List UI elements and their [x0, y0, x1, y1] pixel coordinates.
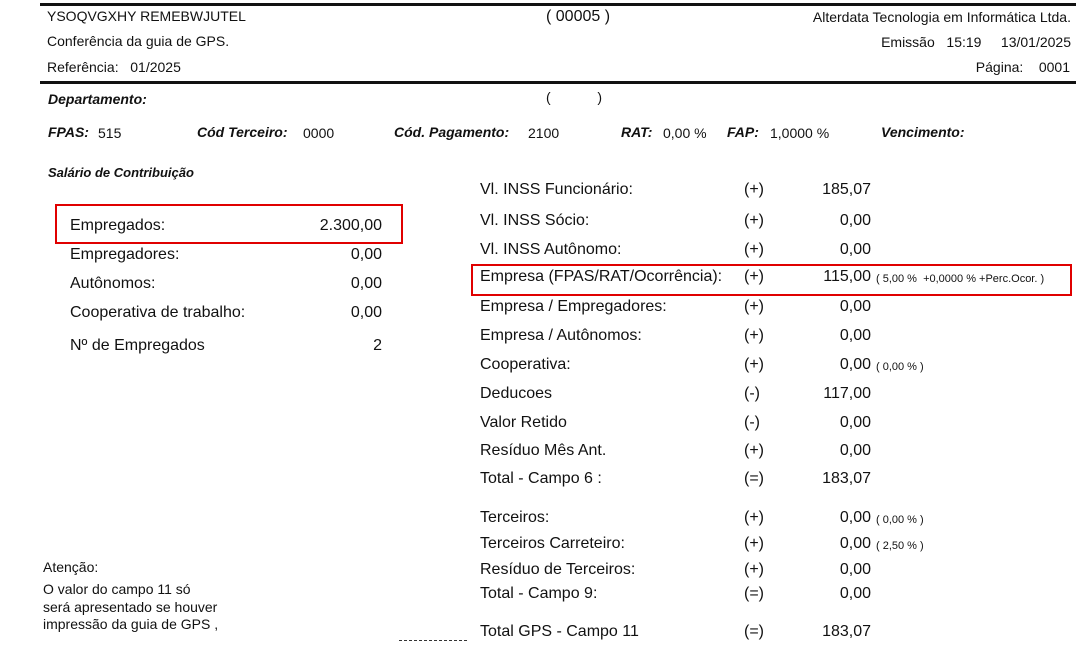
valor-note: ( 2,50 % ): [876, 540, 924, 552]
valor-label: Vl. INSS Sócio:: [480, 212, 590, 229]
atencao-line: impressão da guia de GPS ,: [43, 616, 219, 632]
salario-row-label: Cooperativa de trabalho:: [70, 304, 246, 321]
valor-label: Cooperativa:: [480, 356, 571, 373]
valor-sign: (=): [744, 623, 764, 640]
valor-amount: 0,00: [839, 509, 871, 526]
valor-label: Total - Campo 9:: [480, 585, 598, 602]
emissao-time: 15:19: [946, 34, 982, 50]
valor-sign: (+): [744, 442, 764, 459]
valor-note: ( 0,00 % ): [876, 361, 924, 373]
atencao-line: O valor do campo 11 só: [43, 581, 191, 597]
valor-label: Valor Retido: [480, 414, 567, 431]
valor-label: Deducoes: [480, 385, 553, 402]
salario-row-value: 0,00: [350, 275, 382, 292]
company-name: YSOQVGXHY REMEBWJUTEL: [47, 8, 246, 24]
pagina-value: 0001: [1038, 59, 1070, 75]
pagina-block: [976, 59, 1070, 75]
signature-line: [399, 640, 467, 641]
valor-amount: 183,07: [822, 470, 871, 487]
salario-row-label: Empregados:: [70, 217, 166, 234]
valor-sign: (+): [744, 327, 764, 344]
salario-title: Salário de Contribuição: [48, 165, 194, 180]
valor-amount: 0,00: [839, 535, 871, 552]
header-rule: [40, 81, 1076, 84]
report-title: Conferência da guia de GPS.: [47, 33, 230, 49]
departamento-code: ( ): [546, 89, 602, 105]
valor-amount: 0,00: [839, 442, 871, 459]
valor-amount: 0,00: [839, 585, 871, 602]
cod-terceiro-value: 0000: [303, 125, 335, 141]
valor-sign: (=): [744, 470, 764, 487]
cod-pagamento-value: 2100: [528, 125, 560, 141]
valor-amount: 0,00: [839, 298, 871, 315]
salario-row-value: 2: [373, 337, 382, 354]
salario-row-label: Empregadores:: [70, 246, 180, 263]
fap-value: 1,0000 %: [770, 125, 830, 141]
valor-note: ( 0,00 % ): [876, 514, 924, 526]
top-rule: [40, 3, 1076, 6]
fap-label: FAP:: [727, 124, 759, 140]
emissao-date: 13/01/2025: [1000, 34, 1071, 50]
valor-amount: 0,00: [839, 414, 871, 431]
valor-sign: (-): [744, 414, 760, 431]
rat-value: 0,00 %: [663, 125, 707, 141]
valor-amount: 185,07: [822, 181, 871, 198]
valor-sign: (+): [744, 268, 764, 285]
valor-amount: 0,00: [839, 241, 871, 258]
valor-amount: 0,00: [839, 561, 871, 578]
valor-sign: (+): [744, 298, 764, 315]
fpas-label: FPAS:: [48, 124, 89, 140]
valor-sign: (+): [744, 356, 764, 373]
valor-sign: (+): [744, 212, 764, 229]
valor-label: Empresa / Autônomos:: [480, 327, 642, 344]
valor-label: Resíduo Mês Ant.: [480, 442, 607, 459]
vencimento-label: Vencimento:: [881, 124, 965, 140]
valor-sign: (+): [744, 561, 764, 578]
valor-label: Vl. INSS Funcionário:: [480, 181, 633, 198]
salario-row-value: 0,00: [350, 246, 382, 263]
valor-sign: (+): [744, 181, 764, 198]
valor-label: Total - Campo 6 :: [480, 470, 602, 487]
fpas-value: 515: [98, 125, 122, 141]
referencia-block: [47, 59, 181, 75]
valor-label: Empresa / Empregadores:: [480, 298, 667, 315]
atencao-title: Atenção:: [43, 559, 99, 575]
salario-row-value: 0,00: [350, 304, 382, 321]
valor-amount: 183,07: [822, 623, 871, 640]
valor-sign: (+): [744, 241, 764, 258]
valor-label: Vl. INSS Autônomo:: [480, 241, 622, 258]
referencia-label: Referência:: [47, 59, 119, 75]
salario-row-label: Nº de Empregados: [70, 337, 205, 354]
pagina-label: Página:: [975, 59, 1024, 75]
valor-sign: (+): [744, 535, 764, 552]
emissao-block: [881, 34, 1071, 50]
valor-amount: 0,00: [839, 356, 871, 373]
valor-label: Empresa (FPAS/RAT/Ocorrência):: [480, 268, 723, 285]
cod-pagamento-label: Cód. Pagamento:: [394, 124, 510, 140]
valor-amount: 0,00: [839, 327, 871, 344]
rat-label: RAT:: [621, 124, 653, 140]
valor-note: ( 5,00 % +0,0000 % +Perc.Ocor. ): [876, 273, 1045, 285]
atencao-line: será apresentado se houver: [43, 599, 218, 615]
salario-row-value: 2.300,00: [319, 217, 382, 234]
valor-amount: 117,00: [823, 385, 871, 402]
valor-sign: (-): [744, 385, 760, 402]
departamento-label: Departamento:: [48, 91, 147, 107]
valor-label: Terceiros:: [480, 509, 550, 526]
valor-sign: (=): [744, 585, 764, 602]
salario-row-label: Autônomos:: [70, 275, 156, 292]
vendor-name: Alterdata Tecnologia em Informática Ltda.: [812, 9, 1071, 25]
emissao-label: Emissão: [881, 34, 935, 50]
valor-label: Terceiros Carreteiro:: [480, 535, 625, 552]
valor-label: Total GPS - Campo 11: [480, 623, 639, 640]
cod-terceiro-label: Cód Terceiro:: [197, 124, 288, 140]
valor-amount: 0,00: [839, 212, 871, 229]
valor-sign: (+): [744, 509, 764, 526]
valor-amount: 115,00: [823, 268, 871, 285]
company-code: ( 00005 ): [546, 8, 611, 25]
valor-label: Resíduo de Terceiros:: [480, 561, 636, 578]
referencia-value: 01/2025: [130, 59, 181, 75]
